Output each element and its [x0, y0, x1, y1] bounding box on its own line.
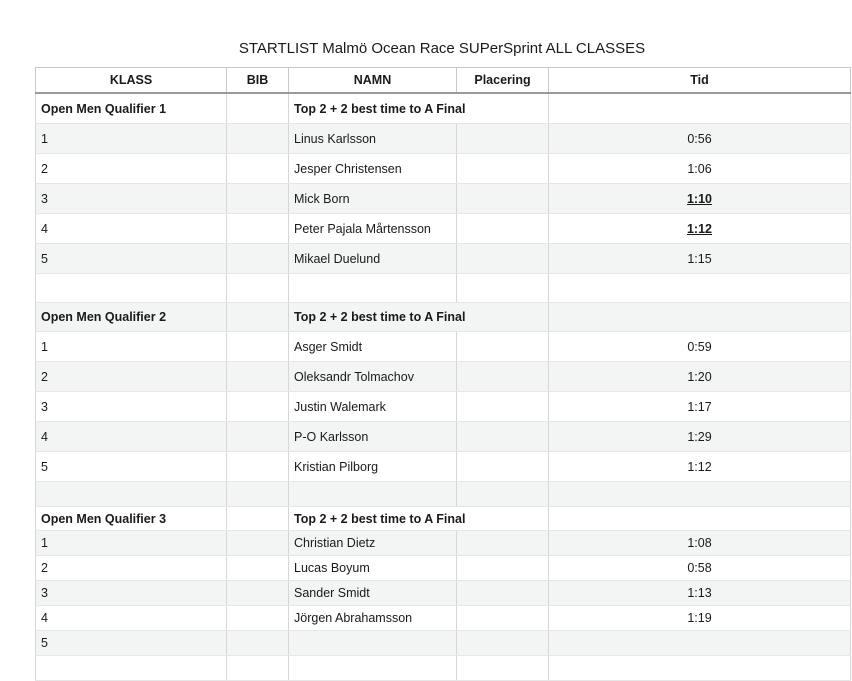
- column-header-bib: BIB: [227, 68, 289, 94]
- bib-cell: [227, 303, 289, 332]
- table-row: [36, 124, 851, 154]
- time-cell: [549, 631, 851, 656]
- empty-cell: [227, 656, 289, 681]
- column-header-placering: Placering: [457, 68, 549, 94]
- time-cell: [549, 93, 851, 124]
- position-cell: 3: [36, 184, 227, 214]
- startlist-table: [35, 67, 851, 681]
- time-cell: [549, 303, 851, 332]
- placering-cell: [457, 214, 549, 244]
- table-row: [36, 214, 851, 244]
- time-cell: 1:29: [549, 422, 851, 452]
- name-cell: Jörgen Abrahamsson: [289, 606, 457, 631]
- position-cell: 3: [36, 581, 227, 606]
- table-body: [36, 93, 851, 681]
- bib-cell: [227, 422, 289, 452]
- table-row: [36, 581, 851, 606]
- time-cell: 1:12: [549, 452, 851, 482]
- bib-cell: [227, 531, 289, 556]
- bib-cell: [227, 362, 289, 392]
- position-cell: 4: [36, 214, 227, 244]
- table-row: [36, 452, 851, 482]
- placering-cell: [457, 581, 549, 606]
- table-row: [36, 332, 851, 362]
- placering-cell: [457, 422, 549, 452]
- qualification-note: Top 2 + 2 best time to A Final: [289, 93, 549, 124]
- time-cell: 1:06: [549, 154, 851, 184]
- empty-cell: [457, 274, 549, 303]
- placering-cell: [457, 452, 549, 482]
- klass-cell: Open Men Qualifier 3: [36, 507, 227, 531]
- placering-cell: [457, 332, 549, 362]
- table-row: [36, 362, 851, 392]
- placering-cell: [457, 556, 549, 581]
- name-cell: Mikael Duelund: [289, 244, 457, 274]
- position-cell: 5: [36, 631, 227, 656]
- time-cell: 1:17: [549, 392, 851, 422]
- time-cell: 1:13: [549, 581, 851, 606]
- time-cell: 0:56: [549, 124, 851, 154]
- group-header-row: [36, 93, 851, 124]
- placering-cell: [457, 362, 549, 392]
- table-row: [36, 531, 851, 556]
- empty-cell: [457, 482, 549, 507]
- klass-cell: Open Men Qualifier 1: [36, 93, 227, 124]
- placering-cell: [457, 606, 549, 631]
- empty-cell: [227, 482, 289, 507]
- name-cell: Linus Karlsson: [289, 124, 457, 154]
- position-cell: 5: [36, 244, 227, 274]
- name-cell: P-O Karlsson: [289, 422, 457, 452]
- empty-cell: [457, 656, 549, 681]
- position-cell: 2: [36, 154, 227, 184]
- table-row: [36, 556, 851, 581]
- bib-cell: [227, 606, 289, 631]
- name-cell: Asger Smidt: [289, 332, 457, 362]
- bib-cell: [227, 124, 289, 154]
- bib-cell: [227, 154, 289, 184]
- empty-cell: [549, 656, 851, 681]
- time-cell: 1:12: [549, 214, 851, 244]
- time-cell: [549, 507, 851, 531]
- name-cell: Sander Smidt: [289, 581, 457, 606]
- position-cell: 4: [36, 606, 227, 631]
- spacer-row: [36, 656, 851, 681]
- column-header-tid: Tid: [549, 68, 851, 94]
- spacer-row: [36, 482, 851, 507]
- bib-cell: [227, 184, 289, 214]
- placering-cell: [457, 184, 549, 214]
- page-title: STARTLIST Malmö Ocean Race SUPerSprint ALL CLASSES: [238, 40, 646, 57]
- table-row: [36, 154, 851, 184]
- group-header-row: [36, 303, 851, 332]
- name-cell: [289, 631, 457, 656]
- time-cell: 0:58: [549, 556, 851, 581]
- table-header: [36, 68, 851, 94]
- position-cell: 5: [36, 452, 227, 482]
- time-cell: 1:08: [549, 531, 851, 556]
- column-header-namn: NAMN: [289, 68, 457, 94]
- empty-cell: [289, 482, 457, 507]
- placering-cell: [457, 531, 549, 556]
- name-cell: Peter Pajala Mårtensson: [289, 214, 457, 244]
- spacer-row: [36, 274, 851, 303]
- empty-cell: [549, 482, 851, 507]
- time-cell: 1:19: [549, 606, 851, 631]
- name-cell: Lucas Boyum: [289, 556, 457, 581]
- position-cell: 1: [36, 531, 227, 556]
- name-cell: Jesper Christensen: [289, 154, 457, 184]
- position-cell: 2: [36, 556, 227, 581]
- group-header-row: [36, 507, 851, 531]
- time-cell: 1:15: [549, 244, 851, 274]
- empty-cell: [289, 274, 457, 303]
- table-row: [36, 606, 851, 631]
- time-cell: 0:59: [549, 332, 851, 362]
- empty-cell: [36, 274, 227, 303]
- empty-cell: [227, 274, 289, 303]
- table-row: [36, 392, 851, 422]
- table-row: [36, 184, 851, 214]
- table-row: [36, 631, 851, 656]
- bib-cell: [227, 452, 289, 482]
- placering-cell: [457, 244, 549, 274]
- bib-cell: [227, 332, 289, 362]
- bib-cell: [227, 581, 289, 606]
- qualification-note: Top 2 + 2 best time to A Final: [289, 303, 549, 332]
- bib-cell: [227, 556, 289, 581]
- position-cell: 1: [36, 124, 227, 154]
- name-cell: Justin Walemark: [289, 392, 457, 422]
- bib-cell: [227, 631, 289, 656]
- bib-cell: [227, 214, 289, 244]
- time-cell: 1:20: [549, 362, 851, 392]
- position-cell: 1: [36, 332, 227, 362]
- name-cell: Oleksandr Tolmachov: [289, 362, 457, 392]
- empty-cell: [36, 482, 227, 507]
- empty-cell: [289, 656, 457, 681]
- bib-cell: [227, 93, 289, 124]
- bib-cell: [227, 244, 289, 274]
- name-cell: Kristian Pilborg: [289, 452, 457, 482]
- table-row: [36, 244, 851, 274]
- bib-cell: [227, 507, 289, 531]
- bib-cell: [227, 392, 289, 422]
- placering-cell: [457, 154, 549, 184]
- time-cell: 1:10: [549, 184, 851, 214]
- column-header-klass: KLASS: [36, 68, 227, 94]
- position-cell: 4: [36, 422, 227, 452]
- qualification-note: Top 2 + 2 best time to A Final: [289, 507, 549, 531]
- name-cell: Christian Dietz: [289, 531, 457, 556]
- table-row: [36, 422, 851, 452]
- name-cell: Mick Born: [289, 184, 457, 214]
- position-cell: 3: [36, 392, 227, 422]
- placering-cell: [457, 631, 549, 656]
- position-cell: 2: [36, 362, 227, 392]
- placering-cell: [457, 392, 549, 422]
- empty-cell: [36, 656, 227, 681]
- klass-cell: Open Men Qualifier 2: [36, 303, 227, 332]
- placering-cell: [457, 124, 549, 154]
- empty-cell: [549, 274, 851, 303]
